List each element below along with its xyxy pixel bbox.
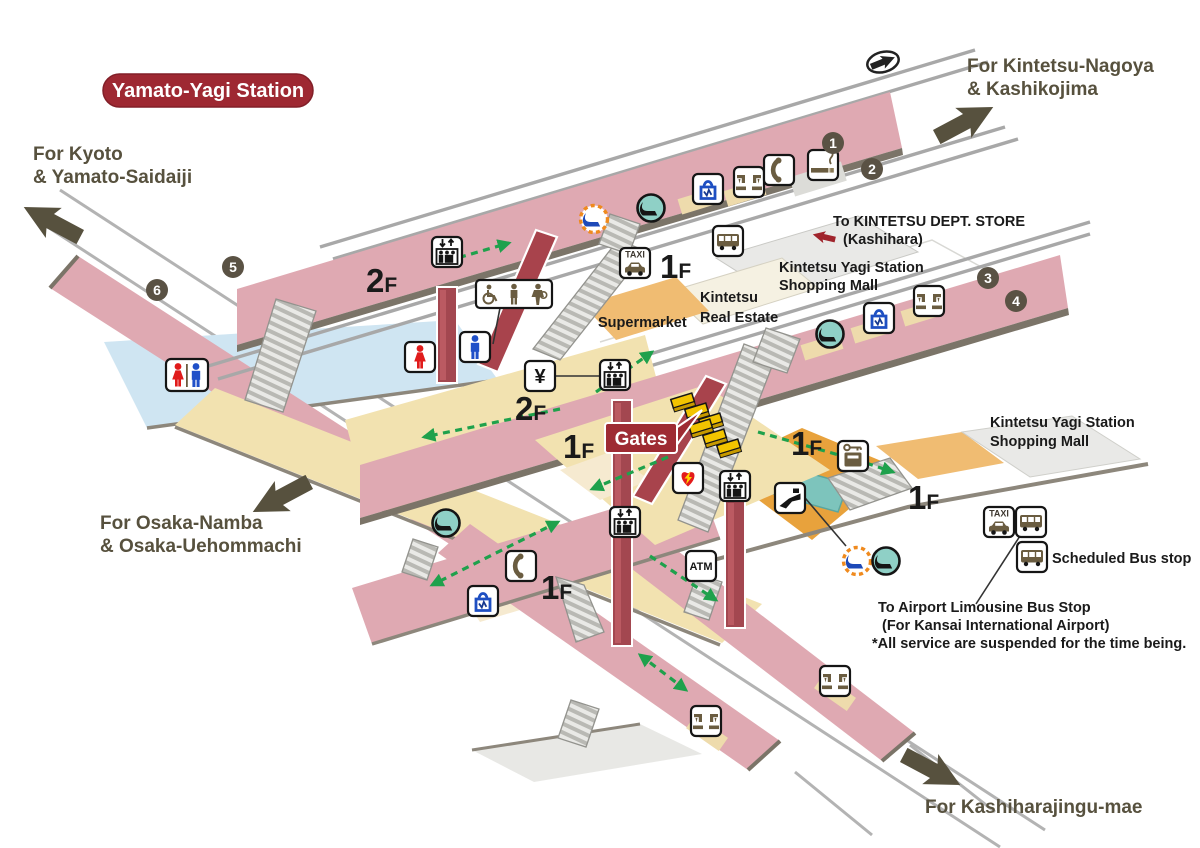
kiosk-icon (864, 303, 894, 333)
taxi-label: TAXI (989, 508, 1009, 519)
kiosk-icon (693, 174, 723, 204)
mall-lower-label: Kintetsu Yagi Station (990, 415, 1135, 431)
aed-icon (673, 463, 703, 493)
coin-locker-icon (838, 441, 868, 471)
platform-number: 6 (153, 282, 161, 298)
yen-label: ¥ (534, 366, 546, 388)
bench-icon (433, 510, 460, 537)
elevator-icon (610, 507, 640, 537)
floor-label-1f: 1F (791, 425, 823, 462)
dir-nagoya-line1: For Kintetsu-Nagoya (967, 56, 1154, 77)
bench-icon (638, 195, 665, 222)
taxi-icon (984, 507, 1014, 537)
mall-lower-label-2: Shopping Mall (990, 434, 1090, 450)
arrow-nagoya (929, 92, 1001, 152)
womens-toilet-icon (405, 342, 435, 372)
drinking-fountain-icon (691, 706, 721, 736)
mall-upper-label-2: Shopping Mall (779, 278, 879, 294)
accessible-facilities-sign (476, 280, 552, 308)
smoking-area-icon (808, 150, 838, 180)
mall-upper-label: Kintetsu Yagi Station (779, 260, 924, 276)
station-title-badge (103, 74, 313, 107)
dept-store-label: To KINTETSU DEPT. STORE (833, 214, 1026, 230)
bus-icon (713, 226, 743, 256)
floor-label-1f: 1F (563, 428, 595, 465)
drinking-fountain-icon (820, 666, 850, 696)
station-title: Yamato-Yagi Station (111, 80, 305, 102)
floor-label-1f: 1F (908, 479, 940, 516)
dept-store-label-2: (Kashihara) (843, 232, 923, 248)
waiting-room-icon (844, 548, 871, 575)
platform-number: 1 (829, 135, 837, 151)
elevator-icon (600, 360, 630, 390)
elevator-icon (720, 471, 750, 501)
dir-kyoto-line2: & Yamato-Saidaiji (33, 167, 193, 188)
ticket-machine-icon (525, 361, 555, 391)
phone-icon (506, 551, 536, 581)
scheduled-bus-label: Scheduled Bus stop (1052, 551, 1192, 567)
airport-note-line1: To Airport Limousine Bus Stop (878, 600, 1091, 616)
real-estate-label: Kintetsu (700, 290, 758, 306)
dir-nagoya-line2: & Kashikojima (967, 79, 1098, 100)
platform-number: 4 (1012, 293, 1020, 309)
bus-icon (1016, 507, 1046, 537)
drinking-fountain-icon (734, 167, 764, 197)
bench-icon (817, 321, 844, 348)
gates-sign-label: Gates (614, 429, 668, 450)
mens-toilet-icon (460, 332, 490, 362)
dir-osaka-line1: For Osaka-Namba (100, 513, 263, 534)
phone-icon (764, 155, 794, 185)
taxi-icon (620, 248, 650, 278)
dir-osaka-line2: & Osaka-Uehommachi (100, 536, 302, 557)
waiting-room-icon (581, 206, 608, 233)
ticket-window-icon (775, 483, 805, 513)
taxi-label: TAXI (625, 249, 645, 260)
dir-kashiharajingu: For Kashiharajingu-mae (925, 797, 1143, 818)
floor-label-2f: 2F (366, 262, 398, 299)
platform-number: 5 (229, 259, 237, 275)
scheduled-bus-icon (1017, 542, 1047, 572)
toilets-icon (166, 359, 208, 391)
dir-kyoto-line1: For Kyoto (33, 144, 123, 165)
real-estate-label-2: Real Estate (700, 310, 779, 326)
compass-icon (865, 48, 901, 76)
atm-label: ATM (689, 561, 713, 573)
supermarket-label: Supermarket (598, 315, 687, 331)
airport-note-line3: *All service are suspended for the time being. (872, 636, 1187, 652)
kiosk-icon (468, 586, 498, 616)
floor-label-2f: 2F (515, 390, 547, 427)
atm-icon (686, 551, 716, 581)
platform-number: 2 (868, 161, 876, 177)
floor-label-1f: 1F (541, 569, 573, 606)
airport-note-line2: (For Kansai International Airport) (882, 618, 1110, 634)
drinking-fountain-icon (914, 286, 944, 316)
floor-label-1f: 1F (660, 248, 692, 285)
bench-icon (873, 548, 900, 575)
elevator-icon (432, 237, 462, 267)
arrow-kashiharajingu (896, 740, 968, 800)
platform-number: 3 (984, 270, 992, 286)
